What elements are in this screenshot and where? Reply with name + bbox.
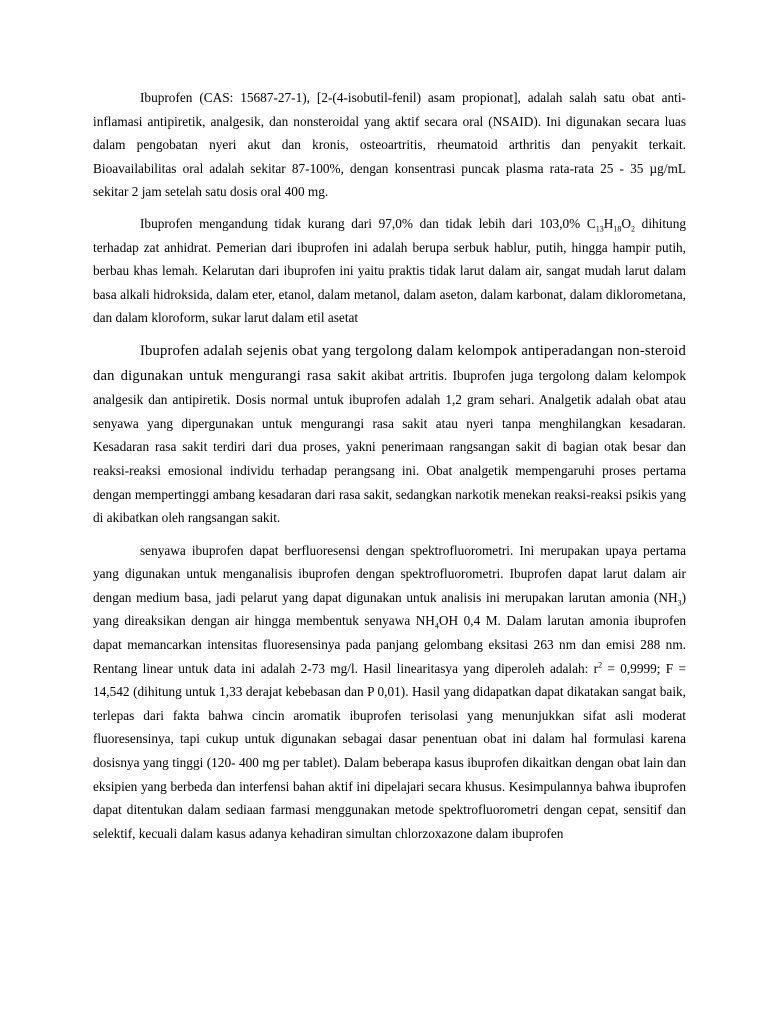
subscript: 13 bbox=[595, 224, 604, 234]
subscript: 4 bbox=[434, 622, 439, 632]
paragraph-text: akibat artritis. Ibuprofen juga tergolong dalam kelompok analgesik dan antipiretik. Dosis normal untuk ibuprofen adalah 1,2 gram sehari. Analgetik adalah obat atau senyawa yang dipergunakan untuk mengurangi rasa sakit atau nyeri tanpa menghilangkan kesadaran. Kesadaran rasa sakit terdiri dari dua proses, yakni penerimaan rangsangan sakit di bagian otak besar dan reaksi-reaksi emosional individu terhadap perangsang ini. Obat analgetik mempengaruhi proses pertama dengan mempertinggi ambang kesadaran dari rasa sakit, sedangkan narkotik menekan reaksi-reaksi psikis yang di akibatkan oleh rangsangan sakit. bbox=[93, 367, 686, 526]
paragraph-text: dihitung terhadap zat anhidrat. Pemerian dari ibuprofen ini adalah berupa serbuk hablur, putih, hingga hampir putih, berbau khas lemah. Kelarutan dari ibuprofen ini yaitu praktis tidak larut dalam air, sangat mudah larut dalam basa alkali hidroksida, dalam eter, etanol, dalam metanol, dalam aseton, dalam karbonat, dalam diklorometana, dan dalam kloroform, sukar larut dalam etil asetat bbox=[93, 215, 686, 326]
paragraph-text: O bbox=[621, 215, 632, 231]
subscript: 3 bbox=[677, 598, 682, 608]
paragraph-text: Ibuprofen (CAS: 15687-27-1), [2-(4-isobutil-fenil) asam propionat], adalah salah satu obat anti-inflamasi antipiretik, analgesik, dan nonsteroidal yang aktif secara oral (NSAID). Ini digunakan secara luas dalam pengobatan nyeri akut dan kronis, osteoartritis, rheumatoid arthritis dan penyakit terkait. Bioavailabilitas oral adalah sekitar 87-100%, dengan konsentrasi puncak plasma rata-rata 25 - 35 µg/mL sekitar 2 jam setelah satu dosis oral 400 mg. bbox=[93, 90, 686, 200]
subscript: 2 bbox=[631, 224, 636, 234]
paragraph-text: senyawa ibuprofen dapat berfluoresensi dengan spektrofluorometri. Ini merupakan upaya pertama yang digunakan untuk menganalisis ibuprofen dengan spektrofluorometri. Ibuprofen dapat larut dalam air dengan medium basa, jadi pelarut yang dapat digunakan untuk analisis ini merupakan larutan amonia (NH bbox=[93, 542, 686, 605]
paragraph-text: H bbox=[603, 215, 614, 231]
document-body bbox=[93, 86, 686, 845]
superscript: 2 bbox=[598, 660, 603, 670]
paragraph-ibuprofen-analgesic bbox=[93, 339, 686, 530]
paragraph-text: Ibuprofen mengandung tidak kurang dari 97,0% dan tidak lebih dari 103,0% C bbox=[140, 215, 596, 231]
subscript: 18 bbox=[613, 224, 622, 234]
paragraph-text: OH 0,4 M. Dalam larutan amonia ibuprofen dapat memancarkan intensitas fluoresensinya pada panjang gelombang eksitasi 263 nm dan emisi 288 nm. Rentang linear untuk data ini adalah 2-73 mg/l. Hasil linearitasya yang diperoleh adalah: r bbox=[93, 613, 686, 676]
paragraph-spectrofluorometry bbox=[93, 539, 686, 846]
paragraph-lead-text: Ibuprofen adalah sejenis obat yang tergolong dalam kelompok antiperadangan non-steroid dan digunakan untuk mengurangi rasa sakit bbox=[93, 342, 686, 384]
paragraph-ibuprofen-content-solubility bbox=[93, 212, 686, 330]
paragraph-text: ) yang direaksikan dengan air hingga membentuk senyawa NH bbox=[93, 589, 686, 629]
paragraph-text: = 0,9999; F = 14,542 (dihitung untuk 1,33 derajat kebebasan dan P 0,01). Hasil yang didapatkan dapat dikatakan sangat baik, terlepas dari fakta bahwa cincin aromatik ibuprofen terisolasi yang menunjukkan sifat asli moderat fluoresensinya, tapi cukup untuk digunakan sebagai dasar penentuan obat ini dalam hal formulasi karena dosisnya yang tinggi (120- 400 mg per tablet). Dalam beberapa kasus ibuprofen dikaitkan dengan obat lain dan eksipien yang berbeda dan interfensi bahan aktif ini dipelajari secara khusus. Kesimpulannya bahwa ibuprofen dapat ditentukan dalam sediaan farmasi menggunakan metode spektrofluorometri dengan cepat, sensitif dan selektif, kecuali dalam kasus adanya kehadiran simultan chlorzoxazone dalam ibuprofen bbox=[93, 660, 686, 841]
paragraph-ibuprofen-intro bbox=[93, 86, 686, 204]
